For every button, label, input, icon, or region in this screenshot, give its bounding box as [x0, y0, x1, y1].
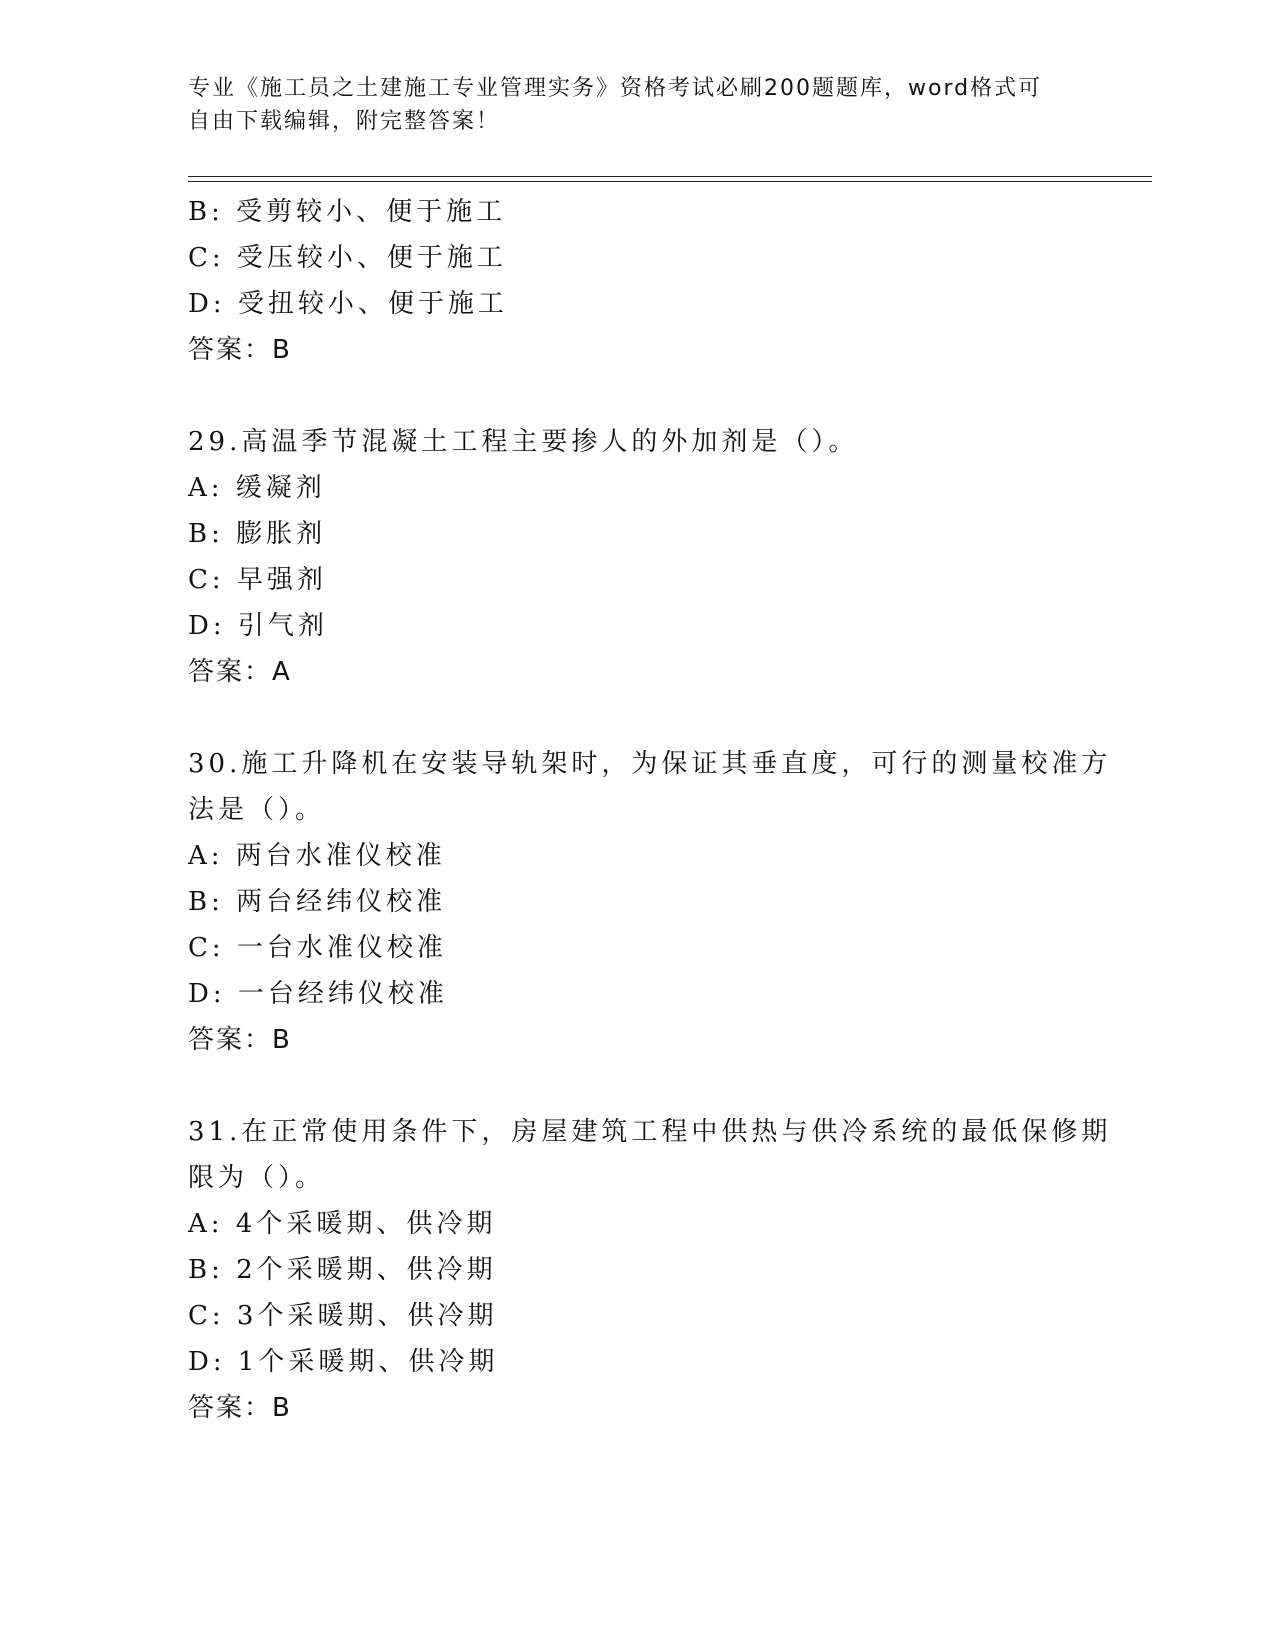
option-d: D: 一台经纬仪校准	[188, 979, 448, 1009]
option-d: D: 受扭较小、便于施工	[188, 289, 508, 319]
option-b: B: 膨胀剂	[188, 519, 327, 549]
spacer	[188, 373, 1088, 419]
spacer	[188, 695, 1088, 741]
question-28-continued	[188, 189, 1088, 373]
question-text-continued: 限为（）。	[188, 1163, 326, 1193]
header-divider-top	[188, 176, 1152, 177]
option-a: A: 4个采暖期、供冷期	[188, 1209, 497, 1239]
option-c: C: 一台水准仪校准	[188, 933, 447, 963]
option-c: C: 3个采暖期、供冷期	[188, 1301, 498, 1331]
option-d: D: 引气剂	[188, 611, 328, 641]
option-b: B: 受剪较小、便于施工	[188, 197, 507, 227]
option-c: C: 受压较小、便于施工	[188, 243, 507, 273]
question-30	[188, 741, 1112, 1063]
option-c: C: 早强剂	[188, 565, 327, 595]
answer: 答案：B	[188, 1025, 292, 1055]
answer: 答案：A	[188, 657, 292, 687]
header-line-1: 专业《施工员之土建施工专业管理实务》资格考试必刷200题题库，word格式可	[188, 76, 1043, 101]
option-b: B: 两台经纬仪校准	[188, 887, 447, 917]
option-a: A: 两台水准仪校准	[188, 841, 446, 871]
header-line-2: 自由下载编辑，附完整答案！	[188, 109, 501, 134]
question-text: 31.在正常使用条件下，房屋建筑工程中供热与供冷系统的最低保修期	[188, 1117, 1112, 1147]
spacer	[188, 1063, 1088, 1109]
question-text: 30.施工升降机在安装导轨架时，为保证其垂直度，可行的测量校准方	[188, 749, 1112, 779]
question-list	[188, 189, 1112, 1431]
option-b: B: 2个采暖期、供冷期	[188, 1255, 497, 1285]
question-text: 29.高温季节混凝土工程主要掺人的外加剂是（）。	[188, 427, 859, 457]
answer: 答案：B	[188, 335, 292, 365]
header-divider-bottom	[188, 181, 1152, 182]
option-a: A: 缓凝剂	[188, 473, 326, 503]
option-d: D: 1个采暖期、供冷期	[188, 1347, 499, 1377]
answer: 答案：B	[188, 1393, 292, 1423]
document-header	[188, 72, 1088, 138]
question-text-continued: 法是（）。	[188, 795, 326, 825]
question-31	[188, 1109, 1112, 1431]
question-29	[188, 419, 1088, 695]
